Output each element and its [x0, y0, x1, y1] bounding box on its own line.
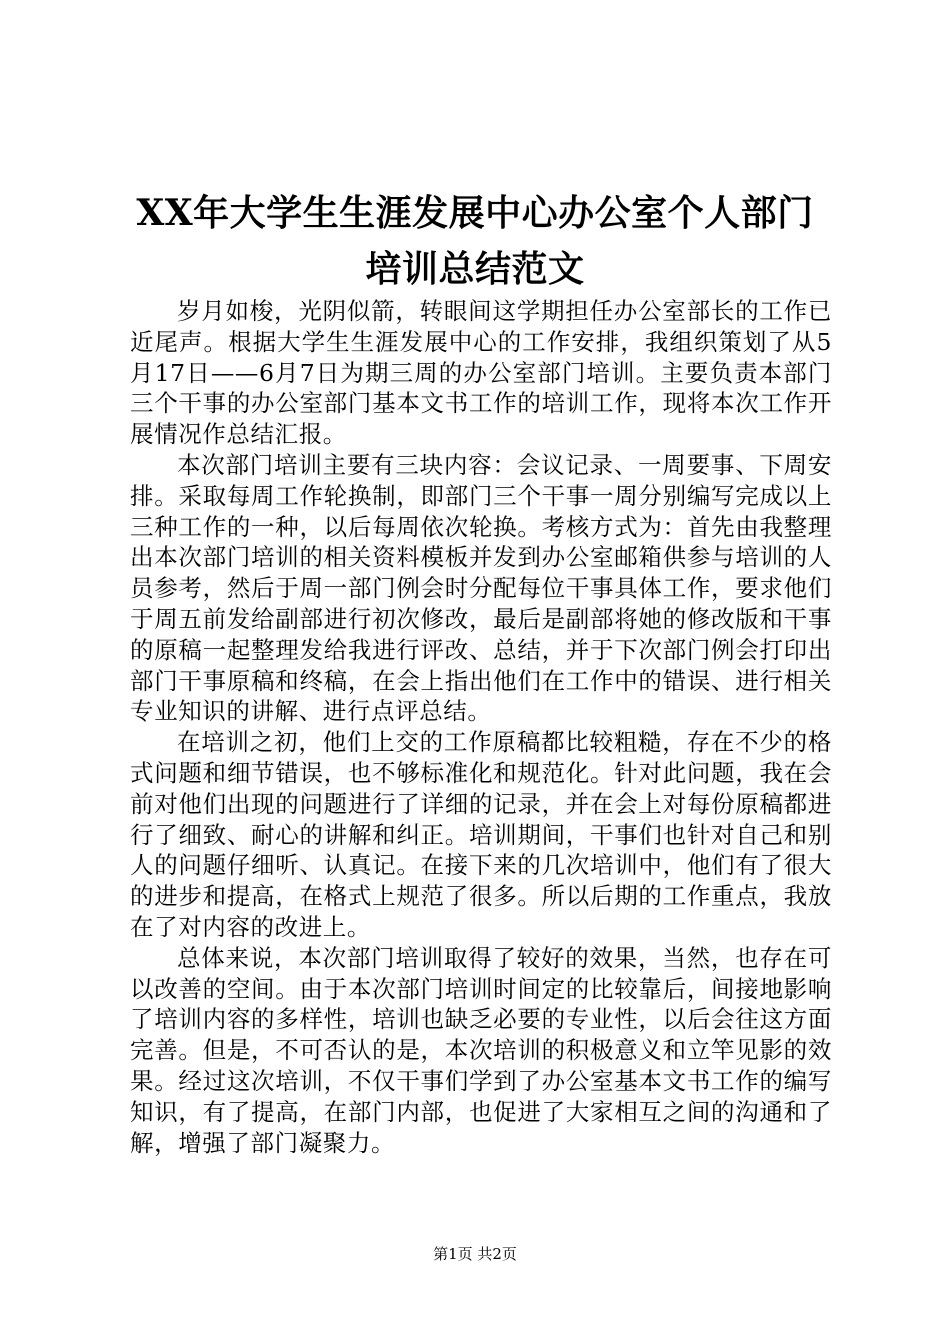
paragraph: 本次部门培训主要有三块内容：会议记录、一周要事、下周安排。采取每周工作轮换制，即部门三个干事一周分别编写完成以上三种工作的一种，以后每周依次轮换。考核方式为：首先由我整理出本次部门培训的相关资料模板并发到办公室邮箱供参与培训的人员参考，然后于周一部门例会时分配每位干事具体工作，要求他们于周五前发给副部进行初次修改，最后是副部将她的修改版和干事的原稿一起整理发给我进行评改、总结，并于下次部门例会打印出部门干事原稿和终稿，在会上指出他们在工作中的错误、进行相关专业知识的讲解、进行点评总结。	[130, 450, 832, 726]
document-body	[130, 296, 832, 1158]
paragraph: 岁月如梭，光阴似箭，转眼间这学期担任办公室部长的工作已近尾声。根据大学生生涯发展中心的工作安排，我组织策划了从5月17日——6月7日为期三周的办公室部门培训。主要负责本部门三个干事的办公室部门基本文书工作的培训工作，现将本次工作开展情况作总结汇报。	[130, 297, 832, 449]
paragraph: 在培训之初，他们上交的工作原稿都比较粗糙，存在不少的格式问题和细节错误，也不够标准化和规范化。针对此问题，我在会前对他们出现的问题进行了详细的记录，并在会上对每份原稿都进行了细致、耐心的讲解和纠正。培训期间，干事们也针对自己和别人的问题仔细听、认真记。在接下来的几次培训中，他们有了很大的进步和提高，在格式上规范了很多。所以后期的工作重点，我放在了对内容的改进上。	[130, 728, 832, 941]
page-number-footer: 第1页 共2页	[433, 1245, 517, 1263]
document-title: XX年大学生生涯发展中心办公室个人部门培训总结范文	[136, 192, 814, 290]
paragraph: 总体来说，本次部门培训取得了较好的效果，当然，也存在可以改善的空间。由于本次部门培训时间定的比较靠后，间接地影响了培训内容的多样性，培训也缺乏必要的专业性，以后会往这方面完善。但是，不可否认的是，本次培训的积极意义和立竿见影的效果。经过这次培训，不仅干事们学到了办公室基本文书工作的编写知识，有了提高，在部门内部，也促进了大家相互之间的沟通和了解，增强了部门凝聚力。	[130, 943, 832, 1157]
